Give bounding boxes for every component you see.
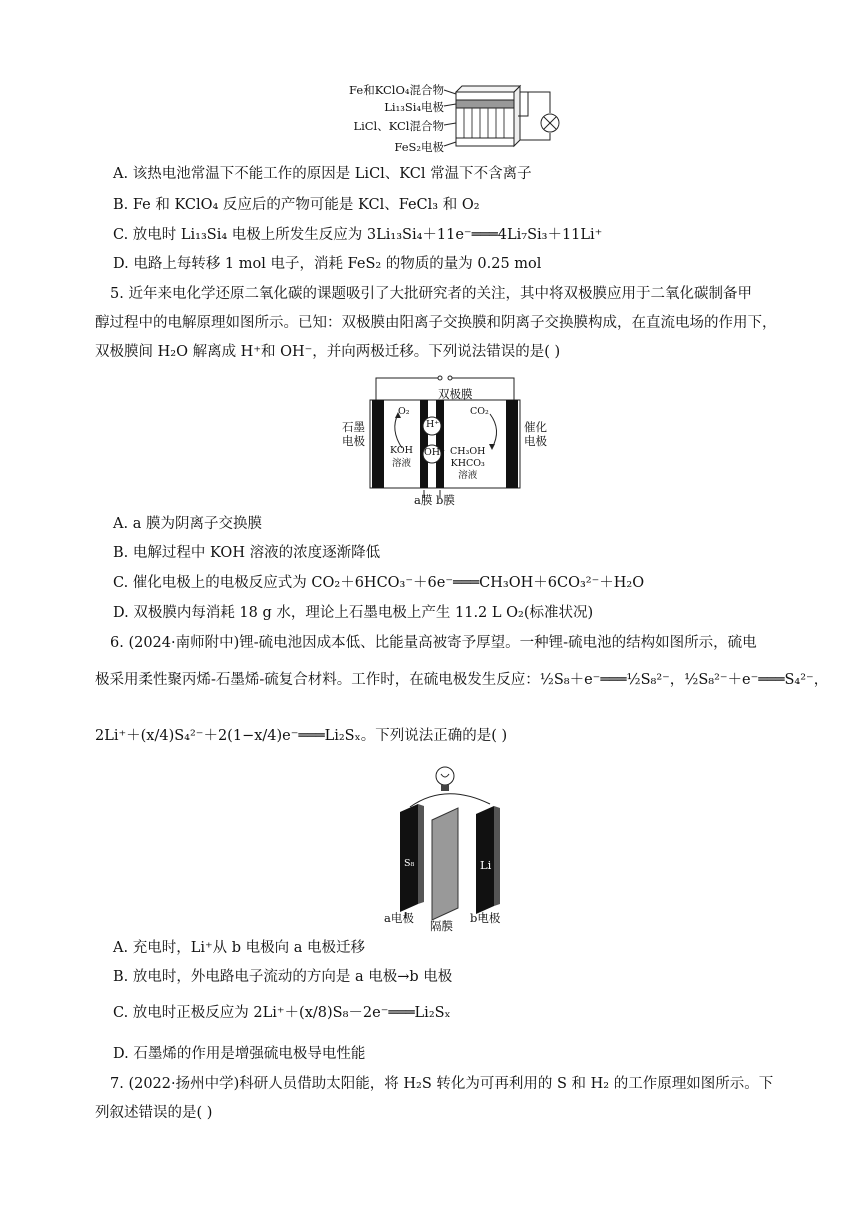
q4-option-c: C. 放电时 Li₁₃Si₄ 电极上所发生反应为 3Li₁₃Si₄＋11e⁻═══4Li₇Si₃＋11Li⁺ — [113, 227, 603, 243]
b-electrode-label: b电极 — [470, 911, 501, 925]
li-label: Li — [480, 858, 492, 872]
q5-stem-line-3: 双极膜间 H₂O 解离成 H⁺和 OH⁻，并向两极迁移。下列说法错误的是( ) — [95, 344, 561, 360]
q5-option-b: B. 电解过程中 KOH 溶液的浓度逐渐降低 — [113, 545, 381, 561]
label-fes2: FeS₂电极 — [394, 140, 444, 154]
q5-option-d: D. 双极膜内每消耗 18 g 水，理论上石墨电极上产生 11.2 L O₂(标准状况) — [113, 605, 594, 621]
q4-option-d: D. 电路上每转移 1 mol 电子，消耗 FeS₂ 的物质的量为 0.25 mol — [113, 256, 542, 272]
q6-option-d: D. 石墨烯的作用是增强硫电极导电性能 — [113, 1046, 366, 1062]
label-licl-kcl: LiCl、KCl混合物 — [353, 119, 444, 133]
o2-label: O₂ — [398, 406, 410, 417]
membrane-labels: a膜 b膜 — [414, 493, 455, 507]
q5-stem-line-2: 醇过程中的电解原理如图所示。已知：双极膜由阳离子交换膜和阴离子交换膜构成，在直流电场的作用下， — [95, 315, 777, 331]
label-fe-kclo4: Fe和KClO₄混合物 — [349, 83, 444, 97]
co2-label: CO₂ — [470, 406, 489, 417]
q7-stem-line-1: 7. (2022·扬州中学)科研人员借助太阳能，将 H₂S 转化为可再利用的 S 和 H₂ 的工作原理如图所示。下 — [110, 1076, 774, 1092]
bipolar-membrane-label: 双极膜 — [438, 387, 473, 401]
right-solution-label: CH₃OH KHCO₃ 溶液 — [450, 446, 486, 481]
thermal-battery-figure — [350, 80, 560, 158]
q5-stem-line-1: 5. 近年来电化学还原二氧化碳的课题吸引了大批研究者的关注，其中将双极膜应用于二氧化碳制备甲 — [110, 286, 752, 302]
a-electrode-label: a电极 — [384, 911, 414, 925]
q6-option-c: C. 放电时正极反应为 2Li⁺＋(x/8)S₈－2e⁻═══Li₂Sₓ — [113, 1005, 451, 1021]
electrolysis-figure — [340, 368, 550, 508]
q6-stem-line-3: 2Li⁺＋(x/4)S₄²⁻＋2(1−x/4)e⁻═══Li₂Sₓ。下列说法正确的是( ) — [95, 728, 508, 744]
koh-solution-label: KOH 溶液 — [390, 445, 413, 469]
lithium-sulfur-diagram — [380, 762, 510, 934]
graphite-electrode-label: 石墨 电极 — [342, 420, 365, 448]
q4-option-a: A. 该热电池常温下不能工作的原因是 LiCl、KCl 常温下不含离子 — [113, 166, 532, 182]
h-plus-label: H⁺ — [426, 419, 440, 430]
oh-minus-label: OH⁻ — [424, 447, 446, 458]
separator-label: 隔膜 — [430, 919, 453, 933]
q5-option-a: A. a 膜为阴离子交换膜 — [113, 516, 262, 532]
lithium-sulfur-figure — [380, 762, 510, 934]
label-li13si4: Li₁₃Si₄电极 — [384, 100, 444, 114]
q6-option-b: B. 放电时，外电路电子流动的方向是 a 电极→b 电极 — [113, 969, 453, 985]
q6-option-a: A. 充电时，Li⁺从 b 电极向 a 电极迁移 — [113, 940, 365, 956]
q5-option-c: C. 催化电极上的电极反应式为 CO₂＋6HCO₃⁻＋6e⁻═══CH₃OH＋6CO₃²⁻＋H₂O — [113, 575, 645, 591]
q7-stem-line-2: 列叙述错误的是( ) — [95, 1105, 213, 1121]
q6-stem-line-2: 极采用柔性聚丙烯-石墨烯-硫复合材料。工作时，在硫电极发生反应：½S₈＋e⁻═══½S₈²⁻，½S₈²⁻＋e⁻═══S₄²⁻， — [95, 672, 829, 688]
q6-stem-line-1: 6. (2024·南师附中)锂-硫电池因成本低、比能量高被寄予厚望。一种锂-硫电池的结构如图所示，硫电 — [110, 635, 757, 651]
catalytic-electrode-label: 催化 电极 — [524, 420, 547, 448]
s8-label: S₈ — [404, 858, 415, 869]
q4-option-b: B. Fe 和 KClO₄ 反应后的产物可能是 KCl、FeCl₃ 和 O₂ — [113, 197, 480, 213]
